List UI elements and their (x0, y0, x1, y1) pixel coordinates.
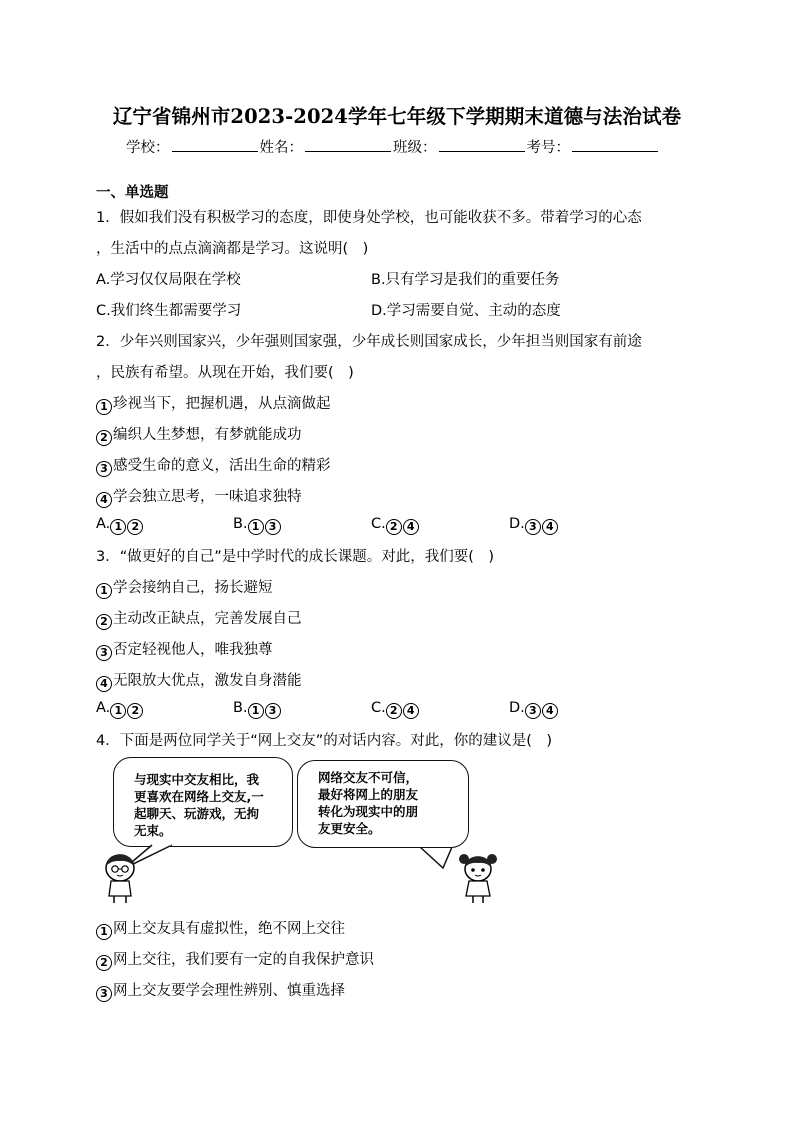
q3-statement-4: 4 无限放大优点，激发自身潜能 (96, 669, 302, 692)
bubble-left-line3: 起聊天、玩游戏，无拘 (134, 806, 260, 821)
bubble-right-line4: 友更安全。 (318, 821, 381, 836)
class-label: 班级： (393, 140, 437, 156)
q1-option-a[interactable]: A.学习仅仅局限在学校 (96, 272, 241, 288)
boy-figure-icon (100, 852, 140, 904)
q1-stem-line2: ，生活中的点点滴滴都是学习。这说明( ) (96, 241, 369, 257)
q1-stem-line1: 1．假如我们没有积极学习的态度，即使身处学校，也可能收获不多。带着学习的心态 (96, 210, 642, 226)
q3-statement-2: 2 主动改正缺点，完善发展自己 (96, 607, 302, 630)
q2-option-a[interactable]: A. 1 2 (96, 516, 144, 535)
q2-statement-3: 3 感受生命的意义，活出生命的精彩 (96, 454, 331, 477)
circled-4-icon: 4 (96, 492, 112, 508)
q3-option-d[interactable]: D. 3 4 (509, 700, 559, 719)
circled-1-icon: 1 (96, 399, 112, 415)
q4-statement-1: 1 网上交友具有虚拟性，绝不网上交往 (96, 917, 345, 940)
bubble-left-line4: 无束。 (134, 823, 172, 838)
q2-statement-4: 4 学会独立思考，一味追求独特 (96, 485, 302, 508)
q1-option-b[interactable]: B.只有学习是我们的重要任务 (371, 272, 560, 288)
school-label: 学校： (126, 140, 170, 156)
q3-statement-3: 3 否定轻视他人，唯我独尊 (96, 638, 273, 661)
bubble-right-line3: 转化为现实中的朋 (318, 804, 419, 819)
exam-title: 辽宁省锦州市2023-2024学年七年级下学期期末道德与法治试卷 (112, 105, 682, 128)
q2-option-c[interactable]: C. 2 4 (371, 516, 420, 535)
q3-option-b[interactable]: B. 1 3 (233, 700, 282, 719)
bubble-left-line2: 更喜欢在网络上交友,一 (134, 789, 264, 804)
q3-stem: 3．“做更好的自己”是中学时代的成长课题。对此，我们要( ) (96, 549, 495, 565)
q1-option-c[interactable]: C.我们终生都需要学习 (96, 303, 242, 319)
q4-stem: 4．下面是两位同学关于“网上交友”的对话内容。对此，你的建议是( ) (96, 733, 553, 749)
section-heading: 一、单选题 (96, 185, 169, 201)
bubble-right-line2: 最好将网上的朋友 (318, 787, 419, 802)
q4-statement-2: 2 网上交往，我们要有一定的自我保护意识 (96, 948, 374, 971)
circled-2-icon: 2 (96, 430, 112, 446)
q3-statement-1: 1 学会接纳自己，扬长避短 (96, 576, 273, 599)
q2-stem-line2: ，民族有希望。从现在开始，我们要( ) (96, 365, 354, 381)
q3-option-a[interactable]: A. 1 2 (96, 700, 144, 719)
q4-statement-3: 3 网上交友要学会理性辨别、慎重选择 (96, 979, 345, 1002)
q2-option-d[interactable]: D. 3 4 (509, 516, 559, 535)
q1-option-d[interactable]: D.学习需要自觉、主动的态度 (371, 303, 561, 319)
girl-figure-icon (456, 852, 500, 904)
circled-3-icon: 3 (96, 461, 112, 477)
q2-option-b[interactable]: B. 1 3 (233, 516, 282, 535)
number-label: 考号： (526, 140, 570, 156)
q2-statement-1: 1 珍视当下，把握机遇，从点滴做起 (96, 392, 331, 415)
q2-statement-2: 2 编织人生梦想，有梦就能成功 (96, 423, 302, 446)
name-label: 姓名： (259, 140, 303, 156)
bubble-right-line1: 网络交友不可信， (318, 770, 419, 785)
bubble-left-line1: 与现实中交友相比，我 (134, 772, 260, 787)
q2-stem-line1: 2．少年兴则国家兴，少年强则国家强，少年成长则国家成长，少年担当则国家有前途 (96, 334, 642, 350)
q3-option-c[interactable]: C. 2 4 (371, 700, 420, 719)
